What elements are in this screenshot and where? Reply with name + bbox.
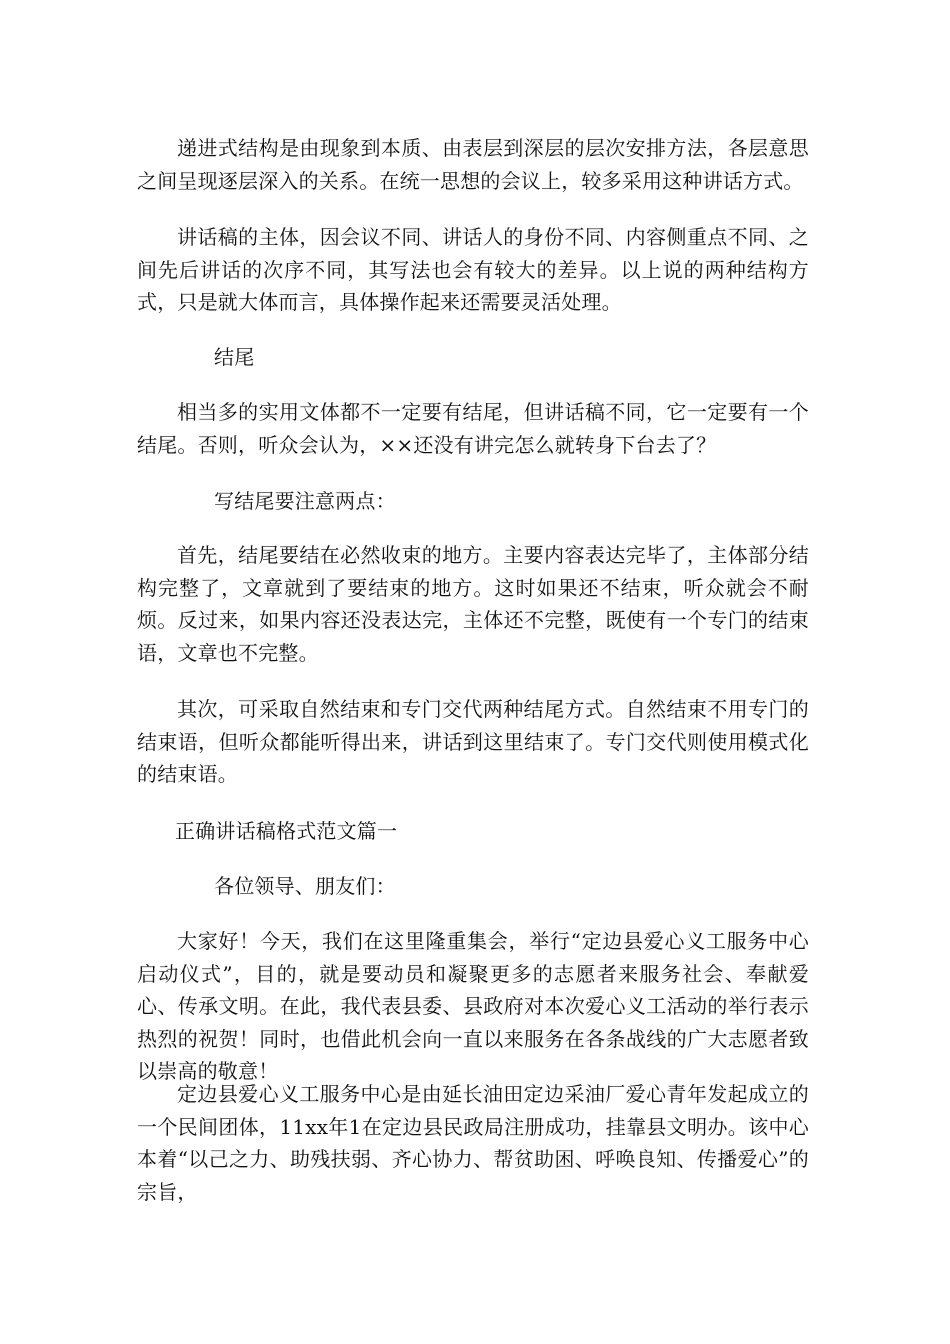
paragraph-first-point: 首先，结尾要结在必然收束的地方。主要内容表达完毕了，主体部分结构完整了，文章就到了要结束的地方。这时如果还不结束，听众就会不耐烦。反过来，如果内容还没表达完，主体还不完整，既使有一个专门的结束语，文章也不完整。 — [137, 543, 809, 665]
paragraph-second-point: 其次，可采取自然结束和专门交代两种结尾方式。自然结束不用专门的结束语，但听众都能听得出来，讲话到这里结束了。专门交代则使用模式化的结束语。 — [137, 697, 809, 786]
paragraph-two-points: 写结尾要注意两点： — [214, 489, 396, 513]
paragraph-center-intro: 定边县爱心义工服务中心是由延长油田定边采油厂爱心青年发起成立的一个民间团体，11xx年1在定边县民政局注册成功，挂靠县文明办。该中心本着“以己之力、助残扶弱、齐心协力、帮贫助困、呼唤良知、传播爱心”的宗旨， — [137, 1082, 809, 1204]
paragraph-ending-required: 相当多的实用文体都不一定要有结尾，但讲话稿不同，它一定要有一个结尾。否则，听众会认为，××还没有讲完怎么就转身下台去了？ — [137, 400, 809, 457]
heading-ending: 结尾 — [214, 345, 255, 369]
paragraph-salutation: 各位领导、朋友们： — [214, 874, 396, 898]
section-title-sample: 正确讲话稿格式范文篇一 — [175, 819, 398, 843]
paragraph-greeting: 大家好！今天，我们在这里隆重集会，举行“定边县爱心义工服务中心启动仪式”，目的，就是要动员和凝聚更多的志愿者来服务社会、奉献爱心、传承文明。在此，我代表县委、县政府对本次爱心义工活动的举行表示热烈的祝贺！同时，也借此机会向一直以来服务在各条战线的广大志愿者致以崇高的敬意！ — [137, 929, 809, 1083]
paragraph-speech-body: 讲话稿的主体，因会议不同、讲话人的身份不同、内容侧重点不同、之间先后讲话的次序不同，其写法也会有较大的差异。以上说的两种结构方式，只是就大体而言，具体操作起来还需要灵活处理。 — [137, 225, 809, 314]
paragraph-progressive-structure: 递进式结构是由现象到本质、由表层到深层的层次安排方法，各层意思之间呈现逐层深入的关系。在统一思想的会议上，较多采用这种讲话方式。 — [137, 136, 809, 193]
